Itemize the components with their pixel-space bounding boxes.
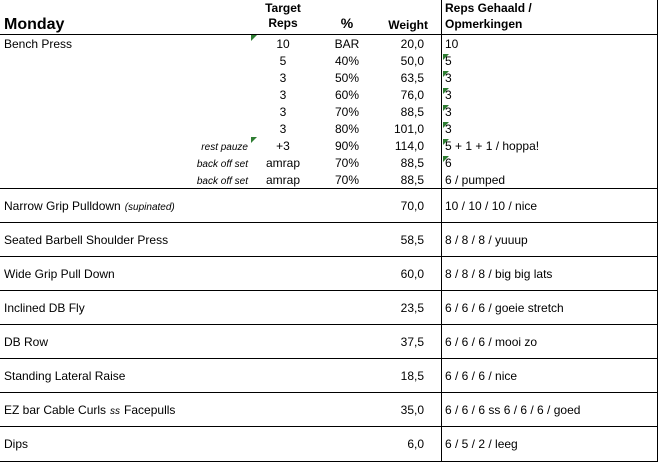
notes-header-line2: Opmerkingen: [445, 17, 523, 31]
row-divider: [0, 426, 658, 427]
comment-marker: [443, 105, 449, 111]
exercise-weight[interactable]: 37,5: [400, 335, 424, 349]
exercise-reps-achieved[interactable]: 8 / 8 / 8 / big big lats: [445, 267, 553, 281]
comment-marker: [443, 54, 449, 60]
set-weight[interactable]: 63,5: [400, 71, 424, 85]
exercise-name-text: Narrow Grip Pulldown: [4, 199, 121, 213]
exercise-reps-achieved[interactable]: 6 / 5 / 2 / leeg: [445, 437, 518, 451]
set-label: rest pauze: [201, 142, 248, 153]
percent-header: %: [340, 15, 354, 31]
exercise-weight[interactable]: 18,5: [400, 369, 424, 383]
row-divider: [0, 392, 658, 393]
set-percent[interactable]: 70%: [334, 105, 360, 119]
set-reps-achieved[interactable]: 10: [445, 37, 459, 51]
set-percent[interactable]: 90%: [334, 139, 360, 153]
day-title: Monday: [4, 16, 65, 33]
exercise-name[interactable]: [4, 301, 85, 316]
header-divider: [0, 34, 658, 35]
set-percent[interactable]: 80%: [334, 122, 360, 136]
comment-marker: [443, 71, 449, 77]
set-weight[interactable]: 101,0: [393, 122, 424, 136]
set-percent[interactable]: 70%: [334, 156, 360, 170]
set-target-reps[interactable]: +3: [276, 139, 290, 153]
exercise-name-text: Seated Barbell Shoulder Press: [4, 233, 169, 247]
row-divider: [0, 222, 658, 223]
set-weight[interactable]: 114,0: [394, 139, 424, 153]
exercise-reps-achieved[interactable]: 8 / 8 / 8 / yuuup: [445, 233, 528, 247]
exercise-suffix: ss: [110, 406, 121, 417]
set-weight[interactable]: 76,0: [400, 88, 424, 102]
weight-header: Weight: [388, 18, 428, 32]
exercise-name-text: Standing Lateral Raise: [4, 369, 126, 383]
exercise-reps-achieved[interactable]: 6 / 6 / 6 / nice: [445, 369, 518, 383]
set-reps-achieved[interactable]: 3: [445, 105, 452, 119]
exercise-reps-achieved[interactable]: 6 / 6 / 6 / mooi zo: [445, 335, 538, 349]
exercise-name-bench-press[interactable]: Bench Press: [4, 37, 73, 51]
row-divider: [0, 358, 658, 359]
exercise-weight[interactable]: 58,5: [400, 233, 424, 247]
set-target-reps[interactable]: 5: [279, 54, 287, 68]
row-divider: [0, 324, 658, 325]
exercise-name[interactable]: [4, 369, 125, 384]
comment-marker: [443, 139, 449, 145]
exercise-name-text: Inclined DB Fly: [4, 301, 85, 315]
exercise-name[interactable]: [4, 199, 175, 215]
comment-marker: [443, 122, 449, 128]
set-weight[interactable]: 50,0: [400, 54, 424, 68]
exercise-name-text: EZ bar Cable Curls: [4, 403, 107, 417]
exercise-weight[interactable]: 35,0: [400, 403, 424, 417]
set-reps-achieved[interactable]: 6 / pumped: [445, 173, 506, 187]
comment-marker: [443, 88, 449, 94]
exercise-name[interactable]: [4, 233, 168, 248]
set-weight[interactable]: 20,0: [400, 37, 424, 51]
exercise-reps-achieved[interactable]: 6 / 6 / 6 / goeie stretch: [445, 301, 564, 315]
set-label: back off set: [196, 159, 248, 170]
set-reps-achieved[interactable]: 5 + 1 + 1 / hoppa!: [445, 139, 540, 153]
exercise-name[interactable]: [4, 267, 115, 282]
set-target-reps[interactable]: amrap: [265, 173, 300, 187]
exercise-weight[interactable]: 6,0: [407, 437, 424, 451]
target-header-line1: Target: [265, 1, 301, 15]
set-percent[interactable]: 70%: [334, 173, 360, 187]
set-percent[interactable]: 60%: [334, 88, 360, 102]
target-header-line2: Reps: [268, 16, 298, 30]
exercise-name[interactable]: [4, 335, 48, 350]
set-target-reps[interactable]: 3: [279, 88, 287, 102]
exercise-name-text-2: Facepulls: [124, 403, 176, 417]
notes-header-line1: Reps Gehaald /: [445, 1, 532, 15]
set-target-reps[interactable]: 10: [276, 37, 290, 51]
set-reps-achieved[interactable]: 3: [445, 71, 452, 85]
set-label: back off set: [196, 176, 248, 187]
set-reps-achieved[interactable]: 5: [445, 54, 452, 68]
exercise-weight[interactable]: 60,0: [400, 267, 424, 281]
set-percent[interactable]: 50%: [334, 71, 360, 85]
exercise-weight[interactable]: 23,5: [400, 301, 424, 315]
set-reps-achieved[interactable]: 6: [445, 156, 452, 170]
comment-marker: [251, 137, 257, 143]
set-reps-achieved[interactable]: 3: [445, 88, 452, 102]
set-weight[interactable]: 88,5: [400, 156, 424, 170]
set-target-reps[interactable]: 3: [279, 122, 287, 136]
row-divider: [0, 188, 658, 189]
exercise-reps-achieved[interactable]: 10 / 10 / 10 / nice: [445, 199, 538, 213]
comment-marker: [443, 156, 449, 162]
exercise-reps-achieved[interactable]: 6 / 6 / 6 ss 6 / 6 / 6 / goed: [445, 403, 581, 417]
exercise-name-text: Wide Grip Pull Down: [4, 267, 115, 281]
row-divider: [0, 290, 658, 291]
row-divider: [0, 256, 658, 257]
set-target-reps[interactable]: 3: [279, 105, 287, 119]
exercise-name-text: Dips: [4, 437, 29, 451]
exercise-name-text: DB Row: [4, 335, 49, 349]
set-weight[interactable]: 88,5: [400, 173, 424, 187]
set-percent[interactable]: 40%: [334, 54, 360, 68]
exercise-name[interactable]: [4, 437, 28, 452]
set-target-reps[interactable]: amrap: [265, 156, 300, 170]
set-weight[interactable]: 88,5: [400, 105, 424, 119]
set-target-reps[interactable]: 3: [279, 71, 287, 85]
set-reps-achieved[interactable]: 3: [445, 122, 452, 136]
exercise-suffix: (supinated): [124, 202, 175, 213]
set-percent[interactable]: BAR: [334, 37, 360, 51]
exercise-name[interactable]: [4, 403, 175, 419]
exercise-weight[interactable]: 70,0: [400, 199, 424, 213]
